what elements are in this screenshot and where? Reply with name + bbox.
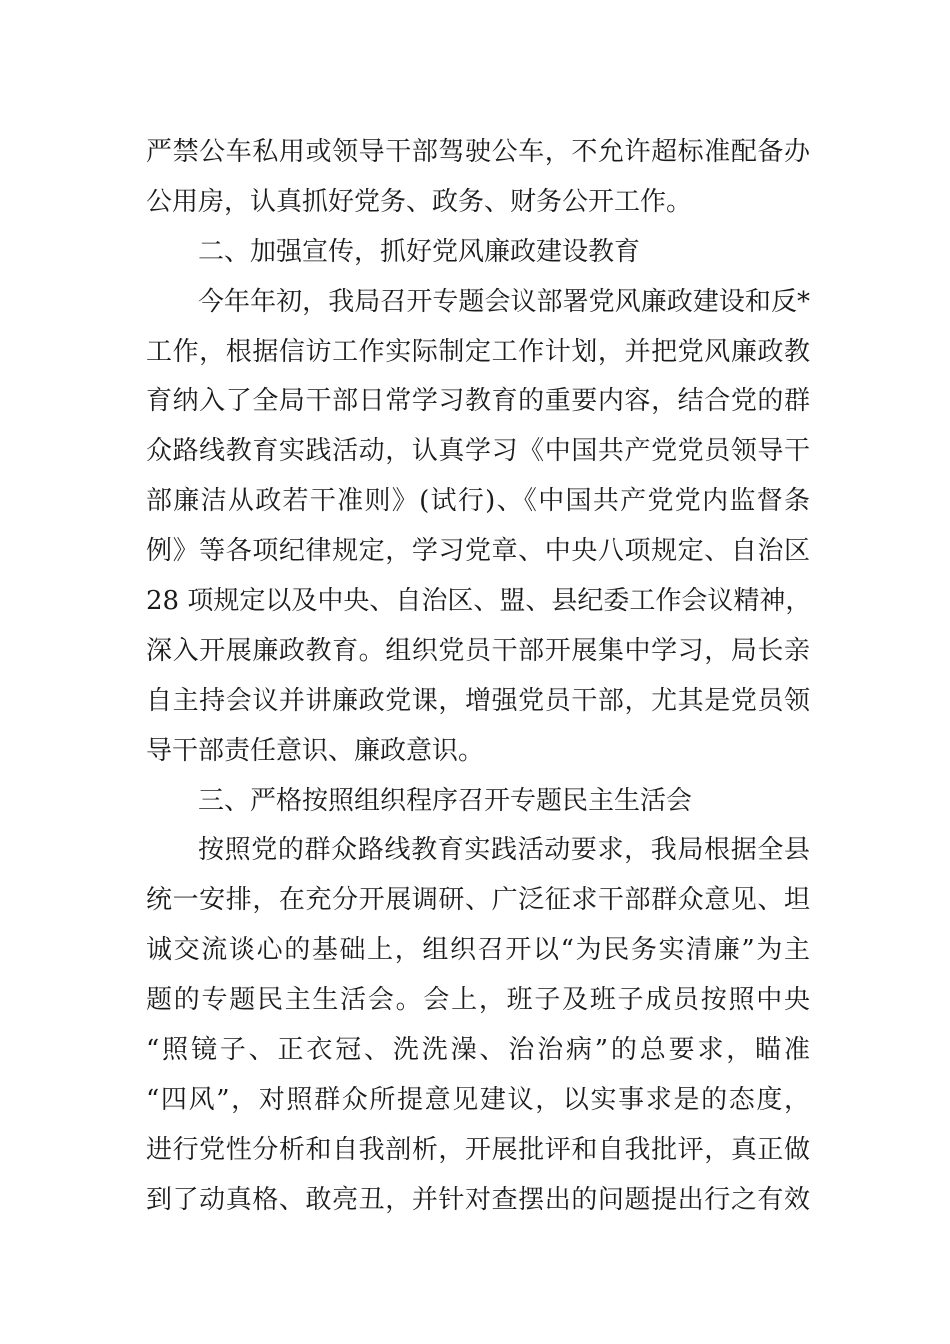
text-line: 统一安排，在充分开展调研、广泛征求干部群众意见、坦 xyxy=(146,885,810,916)
text-line: 部廉洁从政若干准则》(试行)、《中国共产党党内监督条 xyxy=(146,486,810,517)
text-line: 育纳入了全局干部日常学习教育的重要内容，结合党的群 xyxy=(146,386,810,417)
paragraph-first-line: 按照党的群众路线教育实践活动要求，我局根据全县 xyxy=(198,835,810,866)
text-line: 进行党性分析和自我剖析，开展批评和自我批评，真正做 xyxy=(146,1134,810,1165)
text-line: 公用房，认真抓好党务、政务、财务公开工作。 xyxy=(146,186,693,217)
section-heading: 二、加强宣传，抓好党风廉政建设教育 xyxy=(198,236,641,267)
section-heading: 三、严格按照组织程序召开专题民主生活会 xyxy=(198,785,693,816)
text-line: 众路线教育实践活动，认真学习《中国共产党党员领导干 xyxy=(146,436,810,467)
text-line: 工作，根据信访工作实际制定工作计划，并把党风廉政教 xyxy=(146,336,810,367)
text-line: 例》等各项纪律规定，学习党章、中央八项规定、自治区 xyxy=(146,536,810,567)
text-line: 28 项规定以及中央、自治区、盟、县纪委工作会议精神， xyxy=(146,586,812,617)
text-line: 题的专题民主生活会。会上，班子及班子成员按照中央 xyxy=(146,985,810,1016)
text-line: “照镜子、正衣冠、洗洗澡、治治病”的总要求，瞄准 xyxy=(146,1035,810,1066)
text-line: 导干部责任意识、廉政意识。 xyxy=(146,735,485,766)
document-body xyxy=(146,128,810,1226)
text-line: 诚交流谈心的基础上，组织召开以“为民务实清廉”为主 xyxy=(146,935,810,966)
text-line: 到了动真格、敢亮丑，并针对查摆出的问题提出行之有效 xyxy=(146,1184,810,1215)
text-line: 自主持会议并讲廉政党课，增强党员干部，尤其是党员领 xyxy=(146,685,810,716)
text-line: 严禁公车私用或领导干部驾驶公车，不允许超标准配备办 xyxy=(146,137,810,167)
text-line: 深入开展廉政教育。组织党员干部开展集中学习，局长亲 xyxy=(146,635,810,666)
text-line: “四风”，对照群众所提意见建议，以实事求是的态度， xyxy=(146,1084,810,1115)
paragraph-first-line: 今年年初，我局召开专题会议部署党风廉政建设和反* xyxy=(198,286,810,317)
